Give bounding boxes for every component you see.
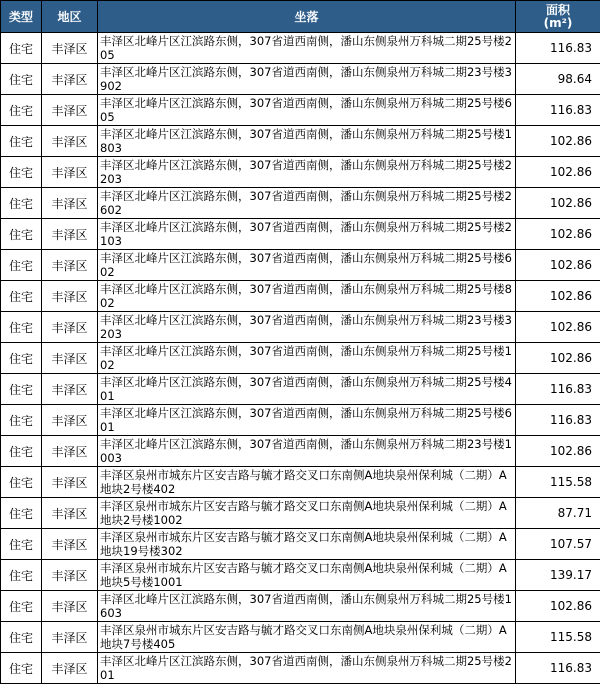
table-row	[1, 622, 600, 653]
cell-area: 102.86	[516, 281, 600, 312]
cell-address: 丰泽区北峰片区江滨路东侧，307省道西南侧，潘山东侧泉州万科城二期25号楼2103	[98, 219, 516, 250]
table-row	[1, 188, 600, 219]
header-type: 类型	[1, 1, 42, 33]
table-row	[1, 529, 600, 560]
cell-district: 丰泽区	[42, 436, 98, 467]
cell-address: 丰泽区北峰片区江滨路东侧，307省道西南侧，潘山东侧泉州万科城二期25号楼802	[98, 281, 516, 312]
cell-area: 98.64	[516, 64, 600, 95]
cell-type: 住宅	[1, 374, 42, 405]
cell-type: 住宅	[1, 157, 42, 188]
table-row	[1, 95, 600, 126]
cell-area: 116.83	[516, 95, 600, 126]
cell-address: 丰泽区北峰片区江滨路东侧，307省道西南侧，潘山东侧泉州万科城二期23号楼3902	[98, 64, 516, 95]
cell-area: 102.86	[516, 250, 600, 281]
cell-type: 住宅	[1, 467, 42, 498]
cell-address: 丰泽区泉州市城东片区安吉路与毓才路交叉口东南侧A地块泉州保利城（二期）A地块19号楼302	[98, 529, 516, 560]
cell-district: 丰泽区	[42, 188, 98, 219]
cell-address: 丰泽区北峰片区江滨路东侧，307省道西南侧，潘山东侧泉州万科城二期25号楼205	[98, 33, 516, 64]
cell-type: 住宅	[1, 188, 42, 219]
cell-type: 住宅	[1, 653, 42, 684]
header-area-label: 面积	[545, 2, 570, 17]
cell-area: 102.86	[516, 591, 600, 622]
cell-district: 丰泽区	[42, 157, 98, 188]
table-row	[1, 281, 600, 312]
cell-area: 116.83	[516, 374, 600, 405]
cell-area: 116.83	[516, 405, 600, 436]
cell-district: 丰泽区	[42, 467, 98, 498]
table-row	[1, 64, 600, 95]
cell-type: 住宅	[1, 95, 42, 126]
table-row	[1, 560, 600, 591]
cell-type: 住宅	[1, 33, 42, 64]
table-row	[1, 126, 600, 157]
cell-address: 丰泽区北峰片区江滨路东侧，307省道西南侧，潘山东侧泉州万科城二期25号楼601	[98, 405, 516, 436]
cell-area: 102.86	[516, 188, 600, 219]
table-row	[1, 250, 600, 281]
cell-district: 丰泽区	[42, 405, 98, 436]
cell-district: 丰泽区	[42, 560, 98, 591]
header-district: 地区	[42, 1, 98, 33]
cell-address: 丰泽区北峰片区江滨路东侧，307省道西南侧，潘山东侧泉州万科城二期25号楼1803	[98, 126, 516, 157]
table-row	[1, 219, 600, 250]
cell-area: 102.86	[516, 126, 600, 157]
cell-district: 丰泽区	[42, 374, 98, 405]
cell-address: 丰泽区北峰片区江滨路东侧，307省道西南侧，潘山东侧泉州万科城二期25号楼605	[98, 95, 516, 126]
cell-type: 住宅	[1, 591, 42, 622]
cell-area: 116.83	[516, 653, 600, 684]
cell-address: 丰泽区北峰片区江滨路东侧，307省道西南侧，潘山东侧泉州万科城二期25号楼2602	[98, 188, 516, 219]
cell-district: 丰泽区	[42, 95, 98, 126]
cell-address: 丰泽区泉州市城东片区安吉路与毓才路交叉口东南侧A地块泉州保利城（二期）A地块2号楼402	[98, 467, 516, 498]
cell-area: 116.83	[516, 33, 600, 64]
cell-address: 丰泽区北峰片区江滨路东侧，307省道西南侧，潘山东侧泉州万科城二期23号楼3203	[98, 312, 516, 343]
cell-area: 102.86	[516, 343, 600, 374]
table-row	[1, 653, 600, 684]
table-header-row	[1, 1, 600, 33]
cell-type: 住宅	[1, 436, 42, 467]
cell-type: 住宅	[1, 312, 42, 343]
table-row	[1, 157, 600, 188]
cell-type: 住宅	[1, 219, 42, 250]
table-row	[1, 498, 600, 529]
cell-type: 住宅	[1, 622, 42, 653]
cell-type: 住宅	[1, 281, 42, 312]
cell-type: 住宅	[1, 560, 42, 591]
cell-district: 丰泽区	[42, 219, 98, 250]
cell-address: 丰泽区北峰片区江滨路东侧，307省道西南侧，潘山东侧泉州万科城二期25号楼201	[98, 653, 516, 684]
cell-address: 丰泽区泉州市城东片区安吉路与毓才路交叉口东南侧A地块泉州保利城（二期）A地块2号楼1002	[98, 498, 516, 529]
cell-area: 87.71	[516, 498, 600, 529]
cell-district: 丰泽区	[42, 622, 98, 653]
table-row	[1, 436, 600, 467]
cell-area: 102.86	[516, 219, 600, 250]
cell-type: 住宅	[1, 250, 42, 281]
cell-area: 107.57	[516, 529, 600, 560]
cell-address: 丰泽区北峰片区江滨路东侧，307省道西南侧，潘山东侧泉州万科城二期25号楼102	[98, 343, 516, 374]
cell-district: 丰泽区	[42, 64, 98, 95]
cell-district: 丰泽区	[42, 33, 98, 64]
table-row	[1, 374, 600, 405]
cell-address: 丰泽区泉州市城东片区安吉路与毓才路交叉口东南侧A地块泉州保利城（二期）A地块5号楼1001	[98, 560, 516, 591]
cell-type: 住宅	[1, 343, 42, 374]
cell-district: 丰泽区	[42, 653, 98, 684]
cell-address: 丰泽区北峰片区江滨路东侧，307省道西南侧，潘山东侧泉州万科城二期25号楼401	[98, 374, 516, 405]
cell-area: 139.17	[516, 560, 600, 591]
cell-area: 102.86	[516, 157, 600, 188]
cell-area: 115.58	[516, 467, 600, 498]
cell-address: 丰泽区北峰片区江滨路东侧，307省道西南侧，潘山东侧泉州万科城二期25号楼602	[98, 250, 516, 281]
cell-district: 丰泽区	[42, 312, 98, 343]
cell-district: 丰泽区	[42, 343, 98, 374]
cell-area: 102.86	[516, 436, 600, 467]
cell-district: 丰泽区	[42, 281, 98, 312]
table-row	[1, 405, 600, 436]
cell-address: 丰泽区北峰片区江滨路东侧，307省道西南侧，潘山东侧泉州万科城二期25号楼1603	[98, 591, 516, 622]
header-address: 坐落	[98, 1, 516, 33]
cell-address: 丰泽区北峰片区江滨路东侧，307省道西南侧，潘山东侧泉州万科城二期25号楼2203	[98, 157, 516, 188]
cell-district: 丰泽区	[42, 250, 98, 281]
cell-address: 丰泽区泉州市城东片区安吉路与毓才路交叉口东南侧A地块泉州保利城（二期）A地块7号楼405	[98, 622, 516, 653]
cell-type: 住宅	[1, 529, 42, 560]
cell-district: 丰泽区	[42, 529, 98, 560]
cell-district: 丰泽区	[42, 498, 98, 529]
cell-type: 住宅	[1, 64, 42, 95]
cell-district: 丰泽区	[42, 591, 98, 622]
table-row	[1, 343, 600, 374]
cell-district: 丰泽区	[42, 126, 98, 157]
cell-address: 丰泽区北峰片区江滨路东侧，307省道西南侧，潘山东侧泉州万科城二期23号楼1003	[98, 436, 516, 467]
header-area	[516, 1, 600, 33]
table-row	[1, 467, 600, 498]
cell-type: 住宅	[1, 405, 42, 436]
table-row	[1, 33, 600, 64]
cell-area: 102.86	[516, 312, 600, 343]
table-row	[1, 312, 600, 343]
cell-type: 住宅	[1, 126, 42, 157]
cell-type: 住宅	[1, 498, 42, 529]
header-area-unit: (m²)	[543, 15, 573, 30]
cell-area: 115.58	[516, 622, 600, 653]
table-row	[1, 591, 600, 622]
